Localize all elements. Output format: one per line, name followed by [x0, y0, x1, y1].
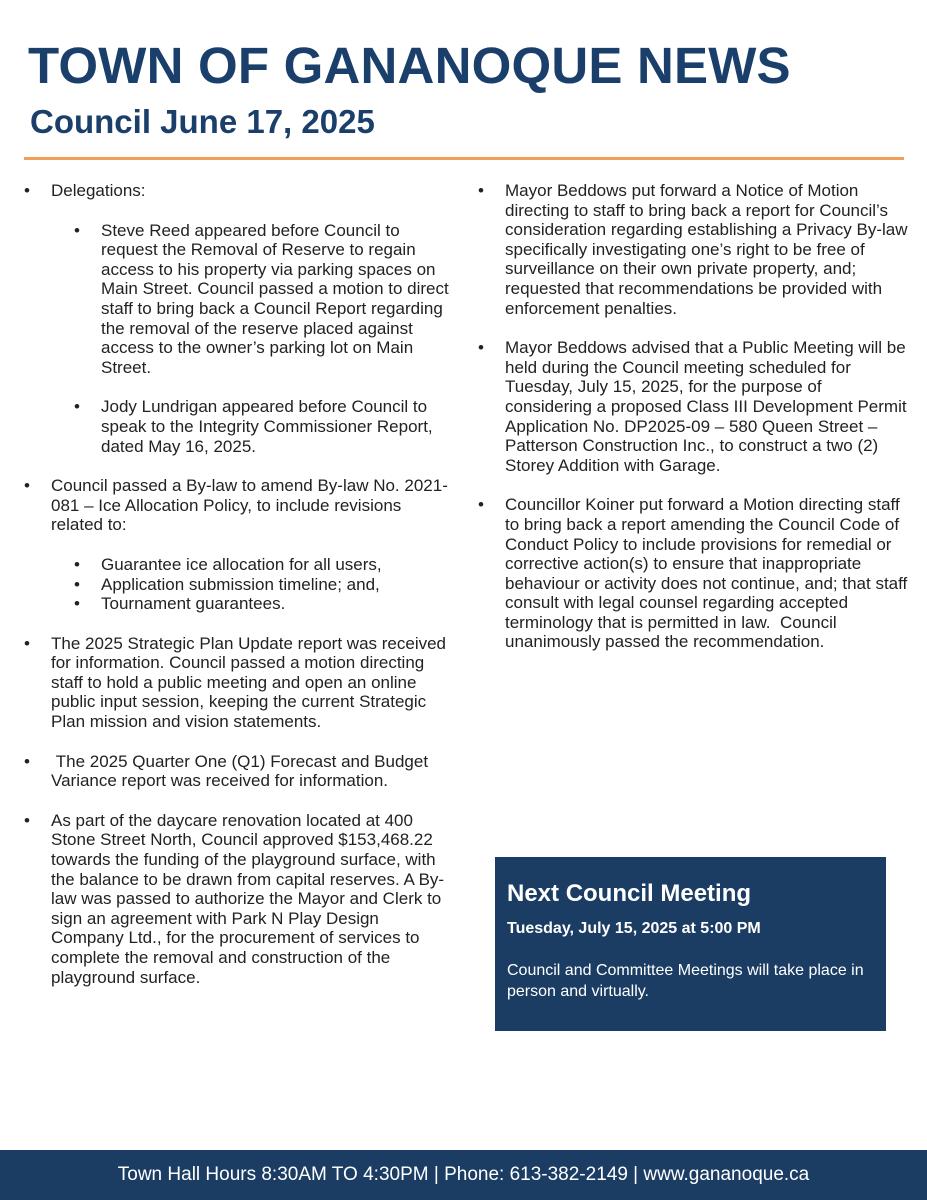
next-meeting-box: [495, 857, 886, 1031]
ice-revision-item: [51, 555, 454, 575]
left-bullet-list: [24, 181, 454, 987]
strategic-plan-item: [24, 634, 454, 732]
footer-text: Town Hall Hours 8:30AM TO 4:30PM | Phone: 613-382-2149 | www.gananoque.ca: [117, 1164, 810, 1185]
newsletter-subtitle: Council June 17, 2025: [30, 103, 375, 140]
next-meeting-date: Tuesday, July 15, 2025 at 5:00 PM: [507, 920, 761, 937]
privacy-bylaw-text: Mayor Beddows put forward a Notice of Motion directing to staff to bring back a report for Council’s consideration regarding establishing a Privacy By-law specifically investigating one’s right to be free of surveillance on their own private property, and; requested that recommendations be provided with enforcement penalties.: [505, 181, 908, 318]
bullet-icon: •: [24, 751, 30, 771]
q1-forecast-text: The 2025 Quarter One (Q1) Forecast and Budget Variance report was received for information.: [51, 751, 433, 791]
bullet-icon: •: [478, 181, 484, 200]
left-column: [24, 181, 454, 1007]
ice-bylaw-sublist: [51, 555, 454, 614]
ice-revision-item: [51, 594, 454, 614]
daycare-item: [24, 811, 454, 987]
right-column: [478, 181, 913, 672]
bullet-icon: •: [478, 495, 484, 515]
delegations-label: Delegations:: [51, 181, 146, 200]
q1-forecast-item: [24, 752, 454, 791]
delegation-text: Jody Lundrigan appeared before Council to speak to the Integrity Commissioner Report, dated May 16, 2025.: [101, 397, 433, 456]
bullet-icon: •: [74, 554, 80, 574]
delegation-lundrigan: [51, 397, 454, 456]
public-meeting-item: [478, 338, 908, 475]
next-meeting-note: Council and Committee Meetings will take place in person and virtually.: [507, 962, 864, 1000]
ice-revision-text: Guarantee ice allocation for all users,: [101, 554, 382, 574]
code-of-conduct-text: Councillor Koiner put forward a Motion directing staff to bring back a report amending the Council Code of Conduct Policy to include provisions for remedial or corrective action(s) to ensure that inappropriate behaviour or activity does not continue, and; that staff consult with legal counsel regarding accepted terminology that is permitted in law. Council unanimously passed the recommendation.: [505, 495, 913, 652]
delegations-sublist: [51, 221, 454, 457]
ice-bylaw-item: [24, 476, 454, 614]
delegations-item: [24, 181, 454, 456]
strategic-plan-text: The 2025 Strategic Plan Update report was received for information. Council passed a motion directing staff to hold a public meeting and open an online public input session, keeping the current Strategic Plan mission and vision statements.: [51, 633, 447, 732]
next-meeting-title: Next Council Meeting: [507, 880, 752, 907]
ice-revision-text: Application submission timeline; and,: [101, 574, 380, 594]
delegation-text: Steve Reed appeared before Council to request the Removal of Reserve to regain access to his property via parking spaces on Main Street. Council passed a motion to direct staff to bring back a Council Report regarding the removal of the reserve placed against access to the owner’s parking lot on Main Street.: [101, 220, 449, 377]
newsletter-title: TOWN OF GANANOQUE NEWS: [28, 37, 791, 94]
daycare-text: As part of the daycare renovation located at 400 Stone Street North, Council approved $153,468.22 towards the funding of the playground surface, with the balance to be drawn from capital reserves. A By-law was passed to authorize the Mayor and Clerk to sign an agreement with Park N Play Design Company Ltd., for the procurement of services to complete the removal and construction of the playground surface.: [51, 810, 445, 987]
bullet-icon: •: [74, 594, 80, 614]
bullet-icon: •: [24, 476, 30, 496]
delegation-reed: [51, 221, 454, 378]
bullet-icon: •: [74, 574, 80, 594]
right-bullet-list: [478, 181, 913, 652]
bullet-icon: •: [24, 181, 30, 200]
ice-bylaw-text: Council passed a By-law to amend By-law No. 2021-081 – Ice Allocation Policy, to include revisions related to:: [51, 476, 448, 535]
bullet-icon: •: [74, 397, 80, 417]
bullet-icon: •: [24, 810, 30, 830]
footer-bar: [0, 1150, 927, 1200]
header-divider: [24, 157, 904, 160]
privacy-bylaw-item: [478, 181, 908, 318]
bullet-icon: •: [74, 220, 80, 240]
bullet-icon: •: [478, 338, 484, 358]
public-meeting-text: Mayor Beddows advised that a Public Meeting will be held during the Council meeting scheduled for Tuesday, July 15, 2025, for the purpose of considering a proposed Class III Development Permit Application No. DP2025-09 – 580 Queen Street – Patterson Construction Inc., to construct a two (2) Storey Addition with Garage.: [505, 338, 907, 475]
ice-revision-text: Tournament guarantees.: [101, 594, 286, 614]
bullet-icon: •: [24, 633, 30, 653]
code-of-conduct-item: [478, 495, 913, 652]
ice-revision-item: [51, 575, 454, 595]
